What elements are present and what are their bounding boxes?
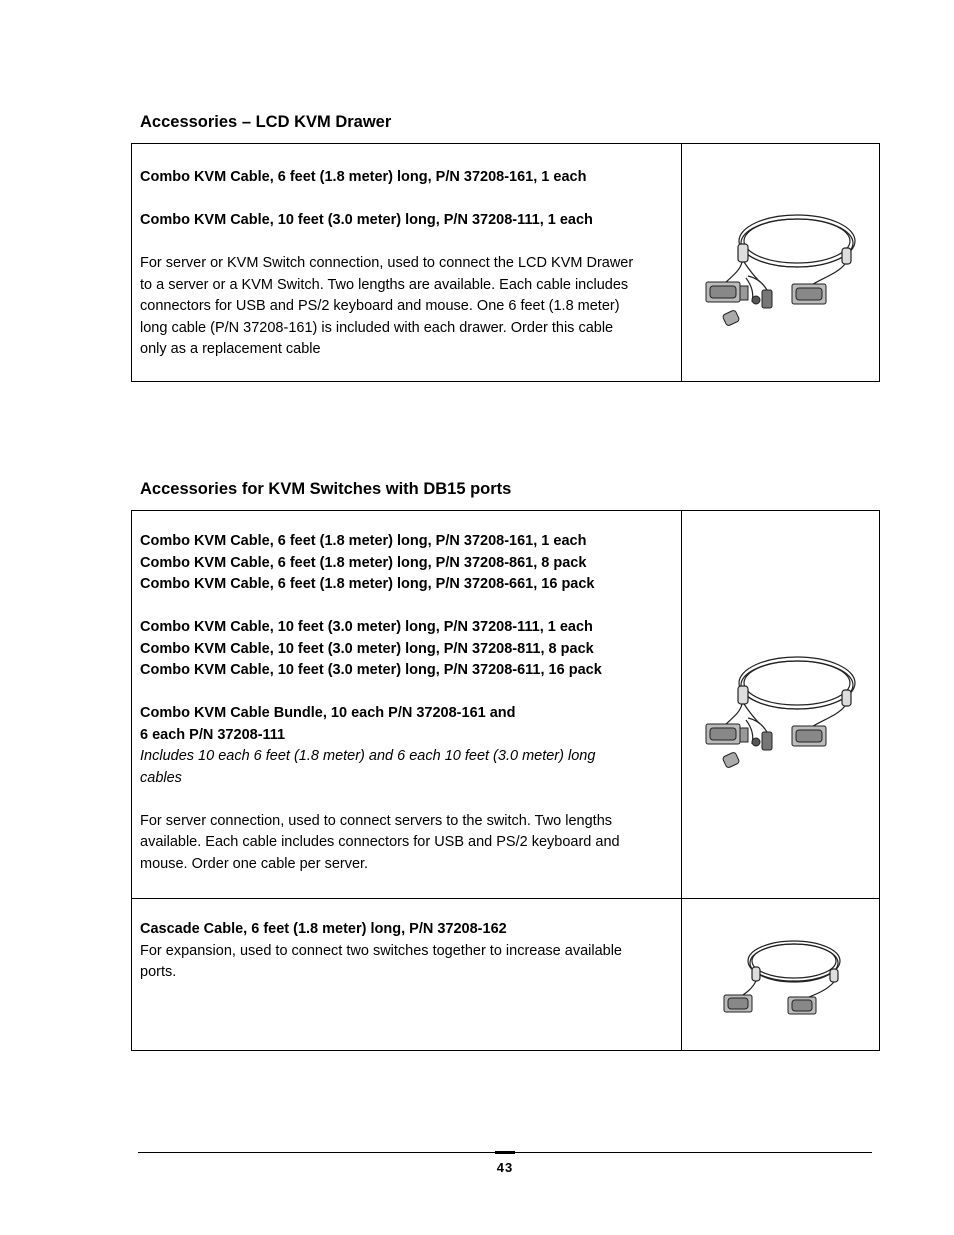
description-line: ports. xyxy=(140,964,177,980)
combo-cable-image-cell xyxy=(682,144,880,382)
bundle-line: Combo KVM Cable Bundle, 10 each P/N 37208-161 and xyxy=(140,705,516,721)
page-number: 43 xyxy=(496,1160,514,1175)
combo-kvm-cable-image xyxy=(702,206,862,336)
cascade-cable-cell xyxy=(132,899,682,1051)
description-line: only as a replacement cable xyxy=(140,341,321,357)
product-line: Combo KVM Cable, 6 feet (1.8 meter) long, P/N 37208-861, 8 pack xyxy=(140,554,587,571)
description-line: to a server or a KVM Switch. Two lengths are available. Each cable includes xyxy=(140,276,629,293)
combo-cable-image-cell xyxy=(682,511,880,899)
footer-tab-mark xyxy=(495,1151,515,1154)
product-line: Combo KVM Cable, 10 feet (3.0 meter) long, P/N 37208-111, 1 each xyxy=(140,212,593,228)
section-heading-lcd-kvm-drawer: Accessories – LCD KVM Drawer xyxy=(140,113,392,131)
product-line: Combo KVM Cable, 6 feet (1.8 meter) long, P/N 37208-161, 1 each xyxy=(140,169,587,185)
product-line: Combo KVM Cable, 10 feet (3.0 meter) long, P/N 37208-811, 8 pack xyxy=(140,640,594,657)
cascade-cable-image xyxy=(722,937,852,1022)
description-line: For server or KVM Switch connection, used to connect the LCD KVM Drawer xyxy=(140,255,634,271)
combo-kvm-cable-image xyxy=(702,648,862,778)
db15-accessories-table xyxy=(131,510,880,1051)
description-line: available. Each cable includes connectors for USB and PS/2 keyboard and xyxy=(140,834,620,850)
cascade-cable-image-cell xyxy=(682,899,880,1051)
product-line: Combo KVM Cable, 6 feet (1.8 meter) long, P/N 37208-161, 1 each xyxy=(140,533,587,549)
product-line: Combo KVM Cable, 6 feet (1.8 meter) long, P/N 37208-661, 16 pack xyxy=(140,576,595,592)
bundle-note-line: cables xyxy=(140,769,182,786)
description-line: connectors for USB and PS/2 keyboard and mouse. One 6 feet (1.8 meter) xyxy=(140,298,620,314)
product-line: Combo KVM Cable, 10 feet (3.0 meter) long, P/N 37208-111, 1 each xyxy=(140,619,593,635)
section-heading-db15-switches: Accessories for KVM Switches with DB15 ports xyxy=(140,480,512,498)
bundle-line: 6 each P/N 37208-111 xyxy=(140,726,286,743)
lcd-kvm-accessories-table xyxy=(131,143,880,382)
cascade-cable-title: Cascade Cable, 6 feet (1.8 meter) long, P/N 37208-162 xyxy=(140,921,507,937)
combo-cable-group-cell xyxy=(132,511,682,899)
combo-cable-description-cell xyxy=(132,144,682,382)
bundle-note-line: Includes 10 each 6 feet (1.8 meter) and 6 each 10 feet (3.0 meter) long xyxy=(140,748,596,764)
description-line: For server connection, used to connect servers to the switch. Two lengths xyxy=(140,812,613,829)
description-line: mouse. Order one cable per server. xyxy=(140,855,369,872)
description-line: For expansion, used to connect two switches together to increase available xyxy=(140,942,622,959)
description-line: long cable (P/N 37208-161) is included with each drawer. Order this cable xyxy=(140,319,614,336)
product-line: Combo KVM Cable, 10 feet (3.0 meter) long, P/N 37208-611, 16 pack xyxy=(140,662,602,678)
